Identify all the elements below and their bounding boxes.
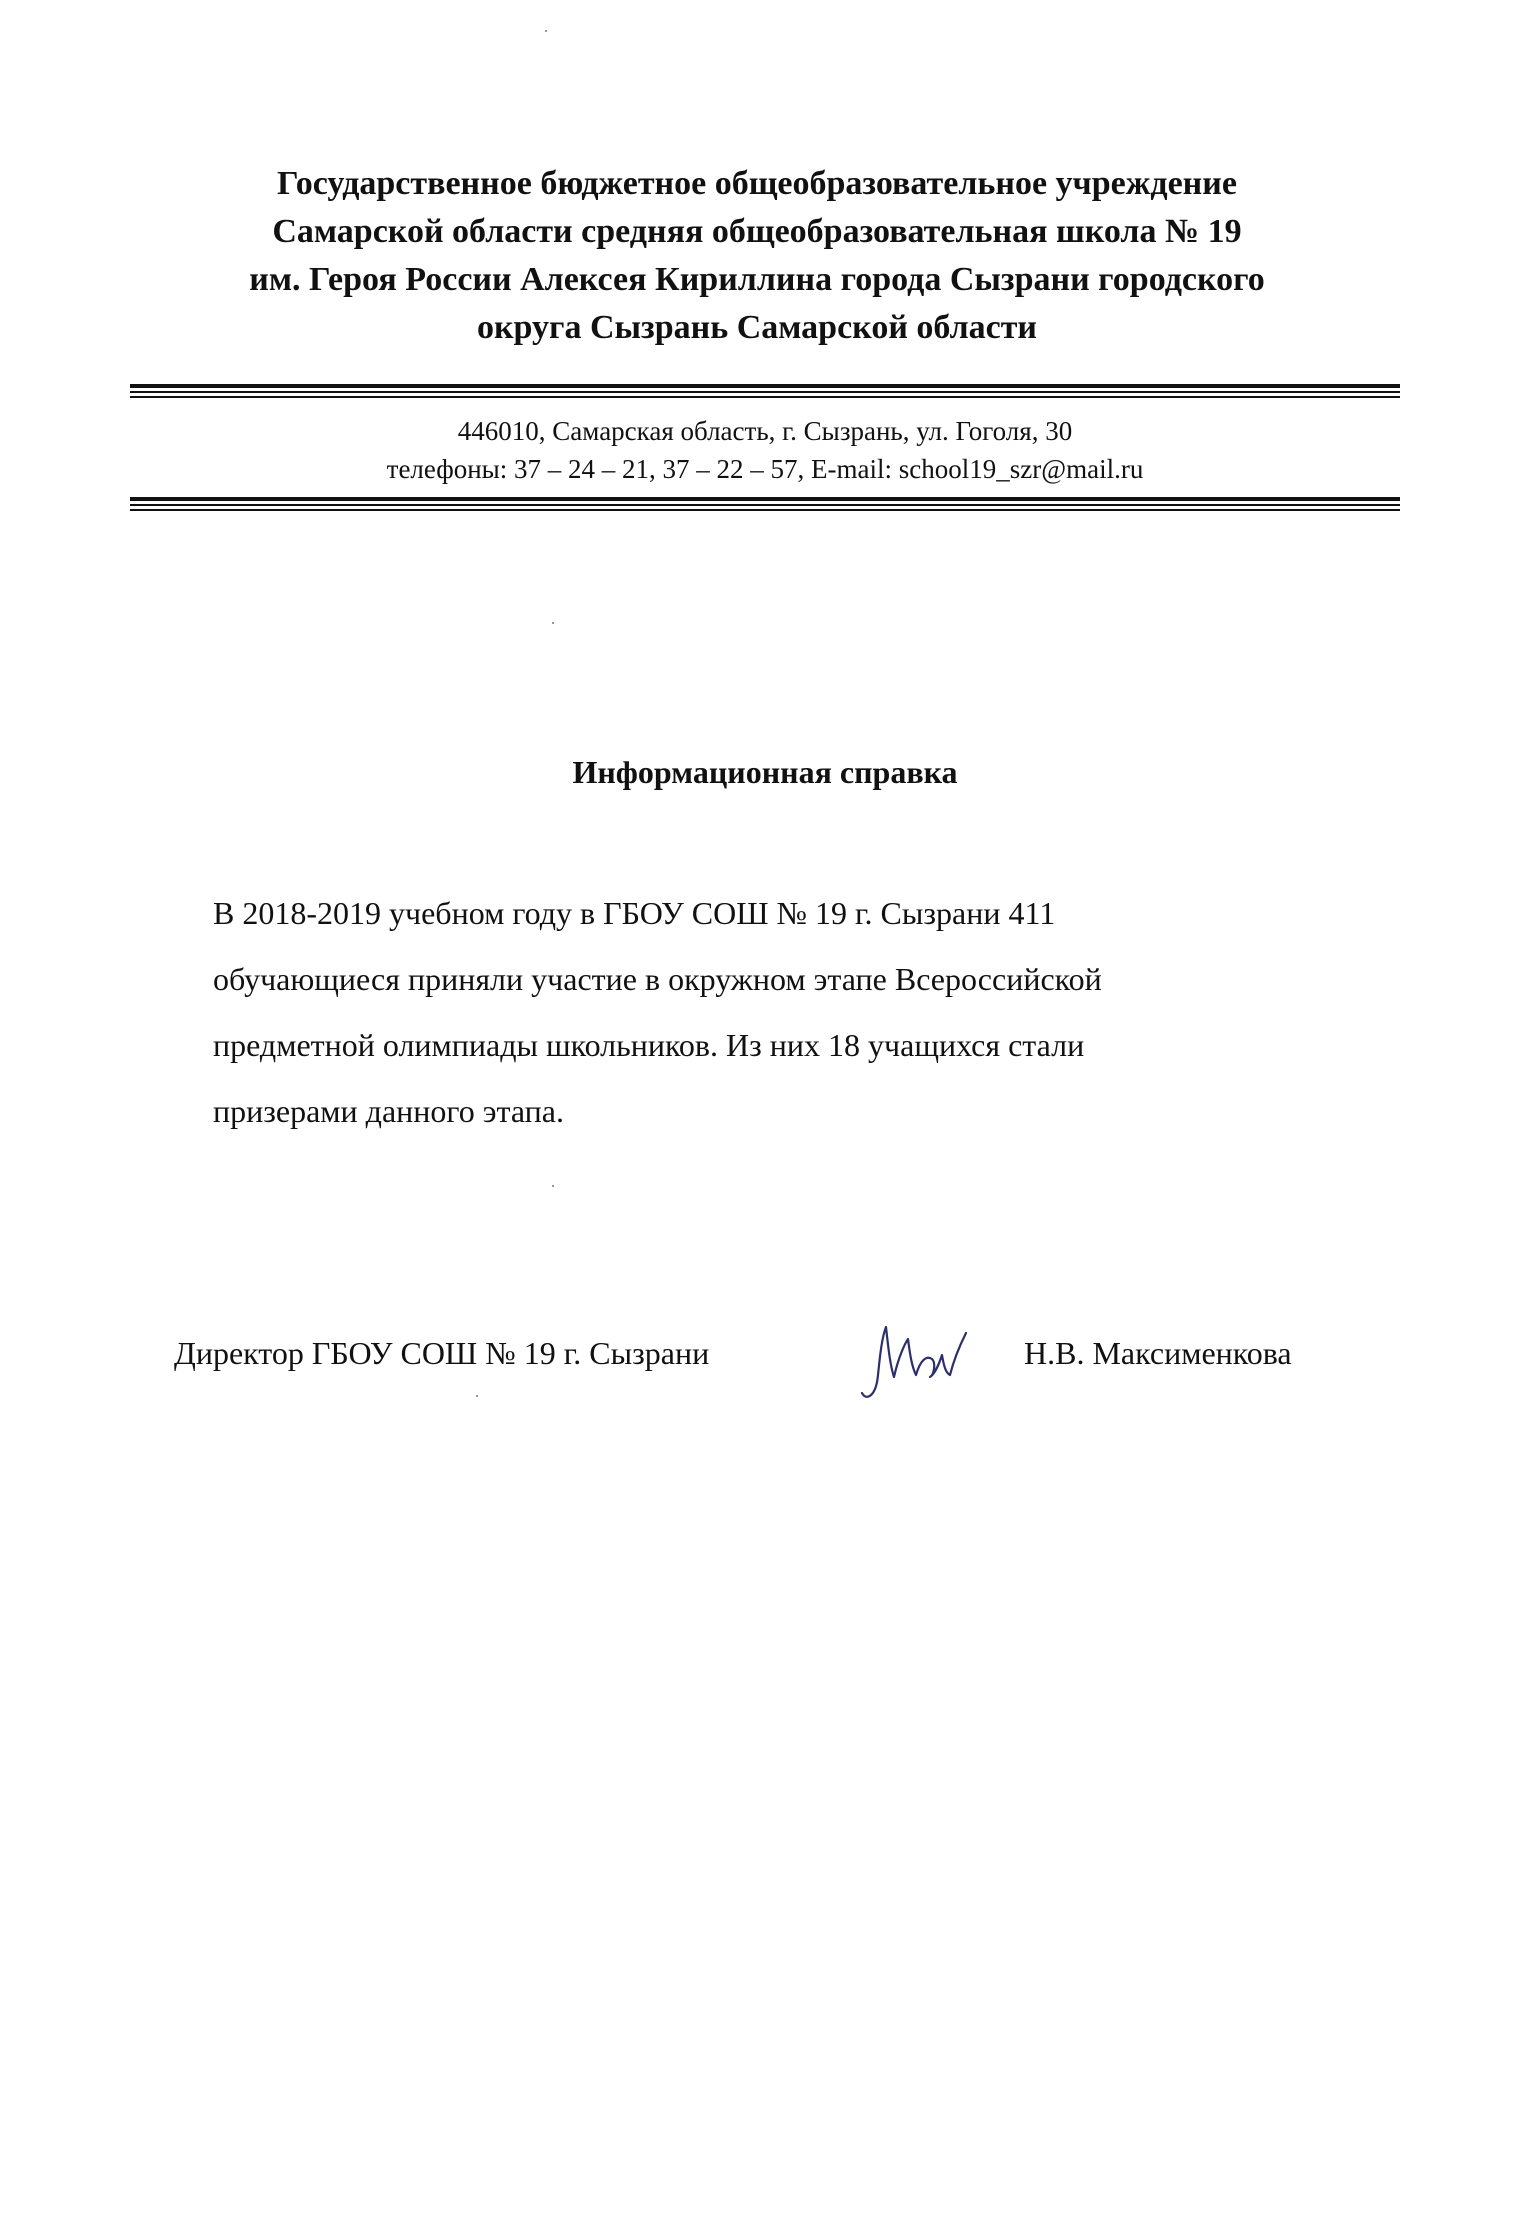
org-line-3: им. Героя России Алексея Кириллина города Сызрани городского (249, 261, 1265, 298)
address-line: 446010, Самарская область, г. Сызрань, ул. Гоголя, 30 (457, 416, 1073, 446)
document-body (213, 880, 1313, 1144)
scan-speck (476, 1395, 478, 1397)
org-line-2: Самарской области средняя общеобразовательная школа № 19 (272, 213, 1242, 250)
scan-speck (552, 1185, 554, 1187)
handwritten-signature (854, 1315, 974, 1405)
org-line-1: Государственное бюджетное общеобразовательное учреждение (277, 165, 1237, 202)
org-line-4: округа Сызрань Самарской области (476, 309, 1038, 346)
body-line-4: призерами данного этапа. (213, 1093, 564, 1129)
header-divider-bottom (130, 497, 1400, 511)
signer-name: Н.В. Максименкова (1024, 1335, 1292, 1371)
document-title: Информационная справка (572, 754, 958, 790)
contacts-block (130, 412, 1400, 488)
signature-row (174, 1315, 1354, 1405)
body-line-2: обучающиеся приняли участие в окружном этапе Всероссийской (213, 961, 1102, 997)
signer-position: Директор ГБОУ СОШ № 19 г. Сызрани (174, 1335, 710, 1371)
scan-speck (552, 622, 554, 624)
body-line-3: предметной олимпиады школьников. Из них 18 учащихся стали (213, 1027, 1085, 1063)
body-line-1: В 2018-2019 учебном году в ГБОУ СОШ № 19 г. Сызрани 411 (213, 895, 1056, 931)
organization-header (130, 160, 1384, 352)
header-divider-top (130, 384, 1400, 398)
phones-email-line: телефоны: 37 – 24 – 21, 37 – 22 – 57, E-mail: school19_szr@mail.ru (386, 454, 1144, 484)
scan-speck (545, 30, 547, 32)
